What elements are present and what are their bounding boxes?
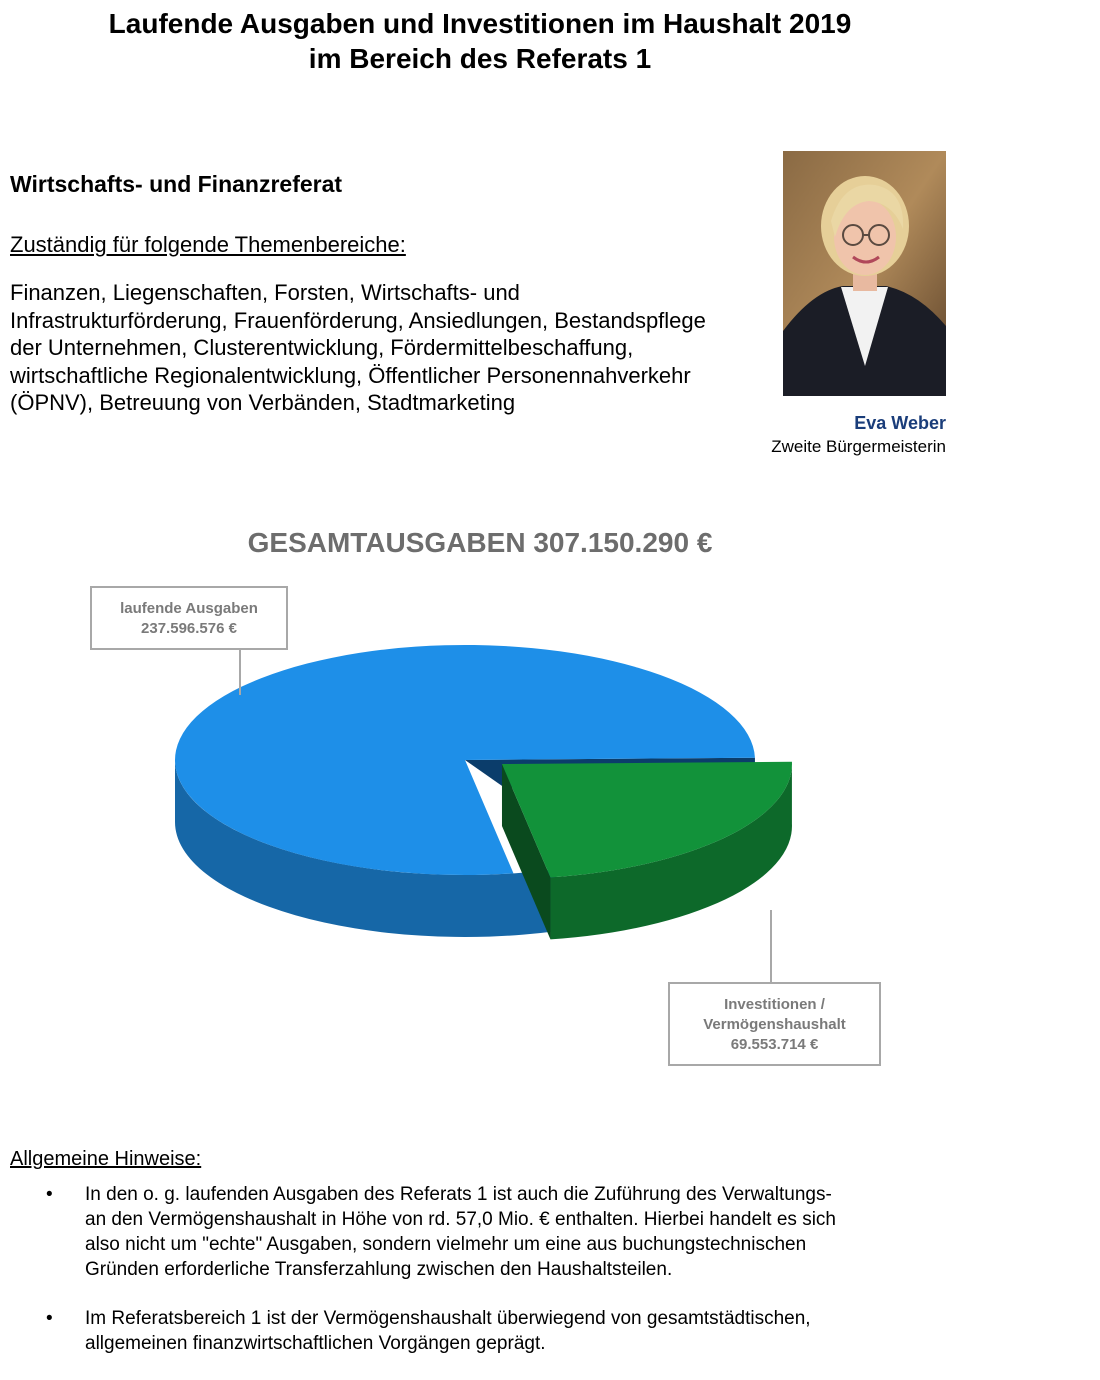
label-investitionen-text: Vermögenshaushalt bbox=[703, 1016, 846, 1033]
page-title-line2: im Bereich des Referats 1 bbox=[308, 43, 652, 74]
page-title bbox=[0, 6, 960, 76]
label-laufende-ausgaben-text: laufende Ausgaben bbox=[120, 600, 258, 617]
chart-title: GESAMTAUSGABEN 307.150.290 € bbox=[247, 527, 713, 558]
page-title-line1: Laufende Ausgaben und Investitionen im Haushalt 2019 bbox=[108, 8, 852, 39]
pie-chart bbox=[0, 500, 1100, 1105]
notes-list bbox=[10, 1182, 970, 1380]
topics-list: Finanzen, Liegenschaften, Forsten, Wirtschafts- und Infrastrukturförderung, Frauenförderung, Ansiedlungen, Bestandspflege der Unternehmen, Clusterentwicklung, Fördermittelbeschaffung, wirtschaftliche Regionalentwicklung, Öffentlicher Personennahverkehr (ÖPNV), Betreuung von Verbänden, Stadtmarketing bbox=[10, 280, 706, 415]
note-line: also nicht um "echte" Ausgaben, sondern vielmehr um eine aus buchungstechnischen bbox=[85, 1234, 807, 1255]
note-item bbox=[10, 1306, 970, 1356]
responsibility-label: Zuständig für folgende Themenbereiche: bbox=[10, 232, 406, 257]
person-name: Eva Weber bbox=[854, 413, 946, 433]
label-investitionen-text: Investitionen / bbox=[724, 996, 825, 1013]
portrait-illustration bbox=[783, 151, 946, 396]
portrait-photo bbox=[783, 151, 946, 396]
department-name: Wirtschafts- und Finanzreferat bbox=[10, 171, 343, 197]
bullet-icon: • bbox=[46, 1308, 53, 1329]
label-laufende-ausgaben-text: 237.596.576 € bbox=[141, 620, 237, 637]
note-item bbox=[10, 1182, 970, 1282]
note-line: Gründen erforderliche Transferzahlung zwischen den Haushaltsteilen. bbox=[85, 1259, 673, 1280]
label-investitionen-text: 69.553.714 € bbox=[730, 1036, 819, 1053]
note-line: an den Vermögenshaushalt in Höhe von rd. 57,0 Mio. € enthalten. Hierbei handelt es sich bbox=[85, 1209, 836, 1230]
note-line: Im Referatsbereich 1 ist der Vermögenshaushalt überwiegend von gesamtstädtischen, bbox=[85, 1308, 811, 1329]
label-laufende-ausgaben-box bbox=[91, 587, 287, 649]
note-line: allgemeinen finanzwirtschaftlichen Vorgängen geprägt. bbox=[85, 1333, 546, 1354]
note-line: In den o. g. laufenden Ausgaben des Referats 1 ist auch die Zuführung des Verwaltungs- bbox=[85, 1184, 832, 1205]
notes-heading: Allgemeine Hinweise: bbox=[10, 1148, 202, 1170]
pie-chart-svg bbox=[0, 500, 1100, 1100]
person-role: Zweite Bürgermeisterin bbox=[771, 437, 946, 456]
bullet-icon: • bbox=[46, 1184, 53, 1205]
